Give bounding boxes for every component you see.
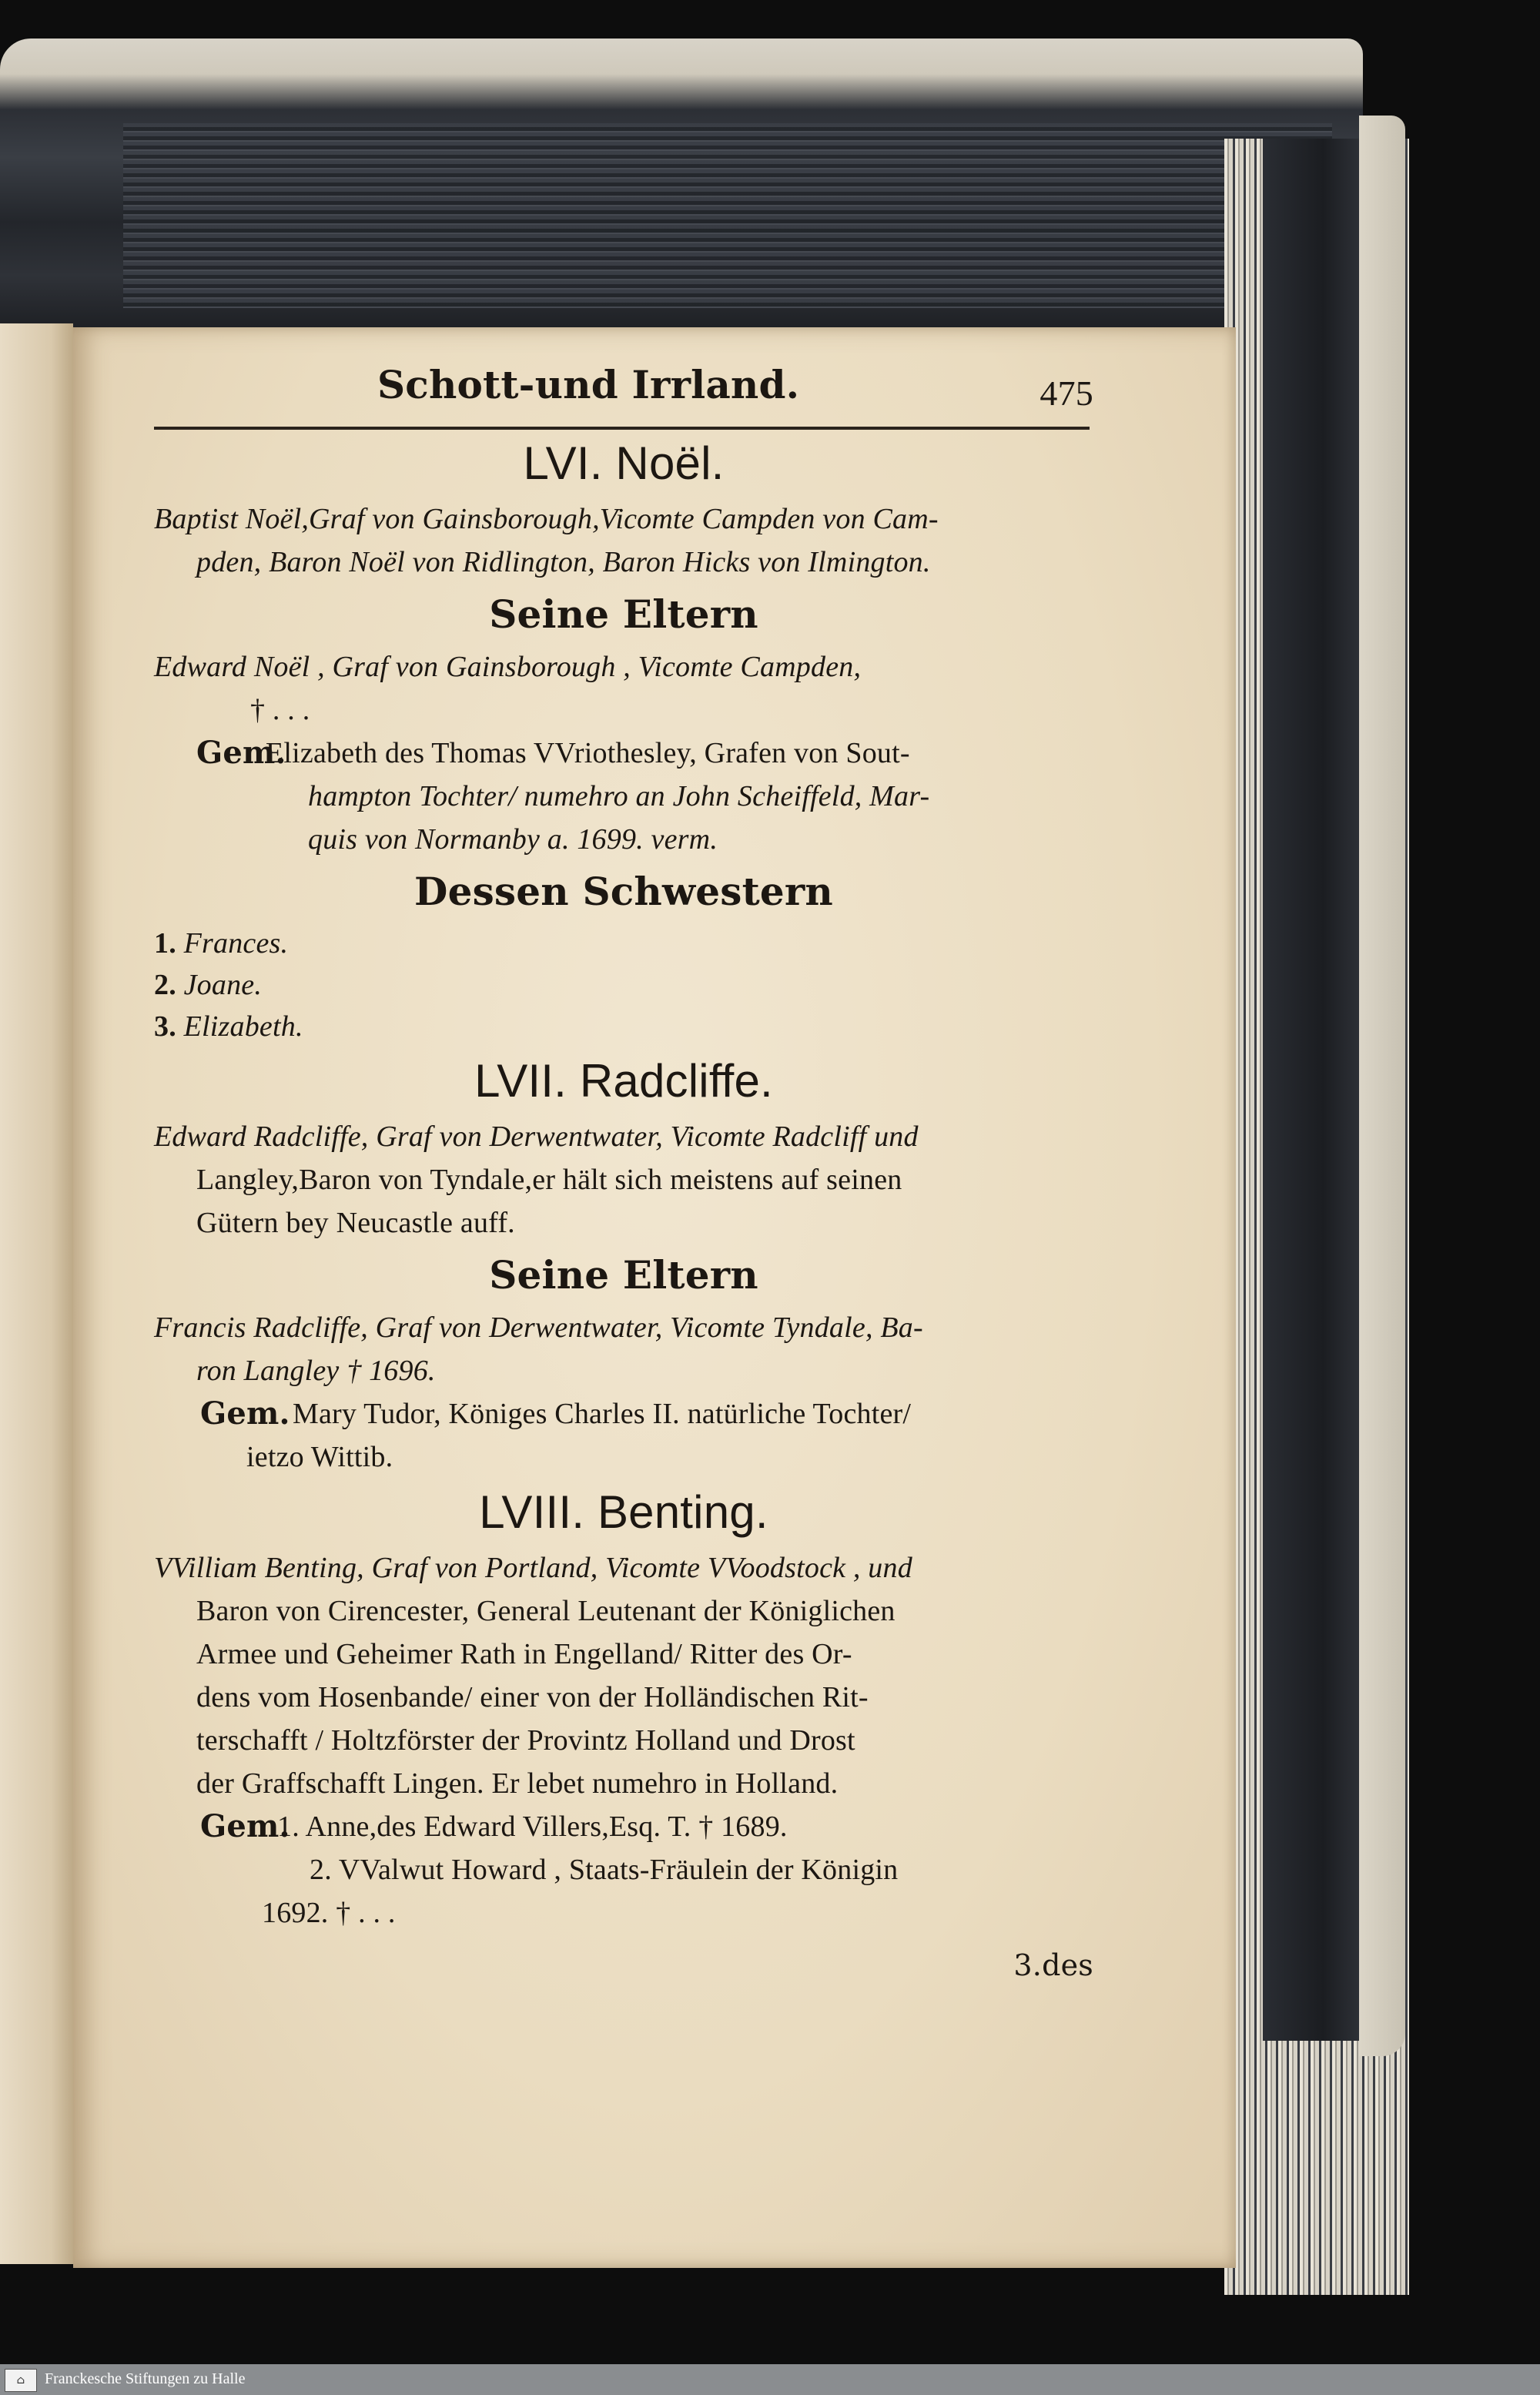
mother-line: hampton Tochter/ numehro an John Scheiffeld, Mar- [308,780,930,812]
page-text [154,354,1093,1988]
gem-label: Gem. [200,1808,290,1844]
section-heading-lviii: LVIII. Benting. [479,1486,768,1538]
running-head [154,354,1093,424]
entry-line: der Graffschafft Lingen. Er lebet numehro in Holland. [196,1767,839,1800]
entry-line: terschafft / Holtzförster der Provintz Holland und Drost [196,1724,855,1757]
book-cover-right [1263,139,1363,2041]
entry-line: Baptist Noël,Graf von Gainsborough,Vicomte Campden von Cam- [154,503,939,535]
header-rule [154,427,1090,430]
catchword: 3.des [1013,1948,1093,1982]
book-page-block-top [0,39,1363,335]
father-line: Francis Radcliffe, Graf von Derwentwater, Vicomte Tyndale, Ba- [154,1311,923,1344]
sisters-heading: Dessen Schwestern [414,869,833,914]
father-lvii [154,1306,1093,1392]
sisters-list [154,923,1093,1047]
mother-line: Mary Tudor, Königes Charles II. natürliche Tochter/ [293,1398,912,1430]
father-lvi [154,645,1093,732]
mother-line: ietzo Wittib. [246,1441,393,1473]
wife-line: 1. Anne,des Edward Villers,Esq. T. † 1689. [277,1810,788,1843]
section-heading-lvi: LVI. Noël. [523,437,725,489]
entry-line: Edward Radcliffe, Graf von Derwentwater, Vicomte Radcliff und [154,1120,919,1153]
entry-line: Gütern bey Neucastle auff. [196,1207,515,1239]
parents-heading-lvii: Seine Eltern [489,1252,758,1298]
list-item: 3. Elizabeth. [154,1010,303,1043]
footer-credit: Franckesche Stiftungen zu Halle [45,2370,246,2387]
entry-line: Langley,Baron von Tyndale,er hält sich meistens auf seinen [196,1164,902,1196]
father-line: † . . . [250,694,310,726]
mother-line: quis von Normanby a. 1699. verm. [308,823,718,856]
mother-lvii [154,1392,1093,1479]
wives-lviii [154,1805,1093,1934]
entry-lvii [154,1115,1093,1244]
entry-lviii [154,1546,1093,1805]
mother-lvi [154,732,1093,861]
list-item: 2. Joane. [154,969,263,1001]
institution-logo-icon: ⌂ [5,2369,37,2392]
entry-line: dens vom Hosenbande/ einer von der Holländischen Rit- [196,1681,869,1713]
father-line: Edward Noël , Graf von Gainsborough , Vicomte Campden, [154,651,862,683]
mother-line: Elizabeth des Thomas VVriothesley, Grafen von Sout- [266,737,910,769]
book-cover-edge [1359,116,1405,2056]
wife-line: 1692. † . . . [262,1897,396,1929]
entry-line: Armee und Geheimer Rath in Engelland/ Ritter des Or- [196,1638,852,1670]
gem-label: Gem. [196,735,286,771]
gem-label: Gem. [200,1395,290,1432]
page-number: 475 [1040,373,1093,413]
entry-line: VVilliam Benting, Graf von Portland, Vicomte VVoodstock , und [154,1552,912,1584]
entry-line: pden, Baron Noël von Ridlington, Baron Hicks von Ilmington. [196,546,931,578]
left-page-margin [0,323,73,2264]
parents-heading-lvi: Seine Eltern [489,591,758,637]
entry-line: Baron von Cirencester, General Leutenant der Königlichen [196,1595,896,1627]
footer-bar [0,2364,1540,2395]
section-heading-lvii: LVII. Radcliffe. [474,1055,773,1107]
father-line: ron Langley † 1696. [196,1355,436,1387]
entry-lvi [154,497,1093,584]
running-title: Schott-und Irrland. [377,362,800,407]
wife-line: 2. VValwut Howard , Staats-Fräulein der Königin [310,1854,899,1886]
list-item: 1. Frances. [154,927,289,960]
